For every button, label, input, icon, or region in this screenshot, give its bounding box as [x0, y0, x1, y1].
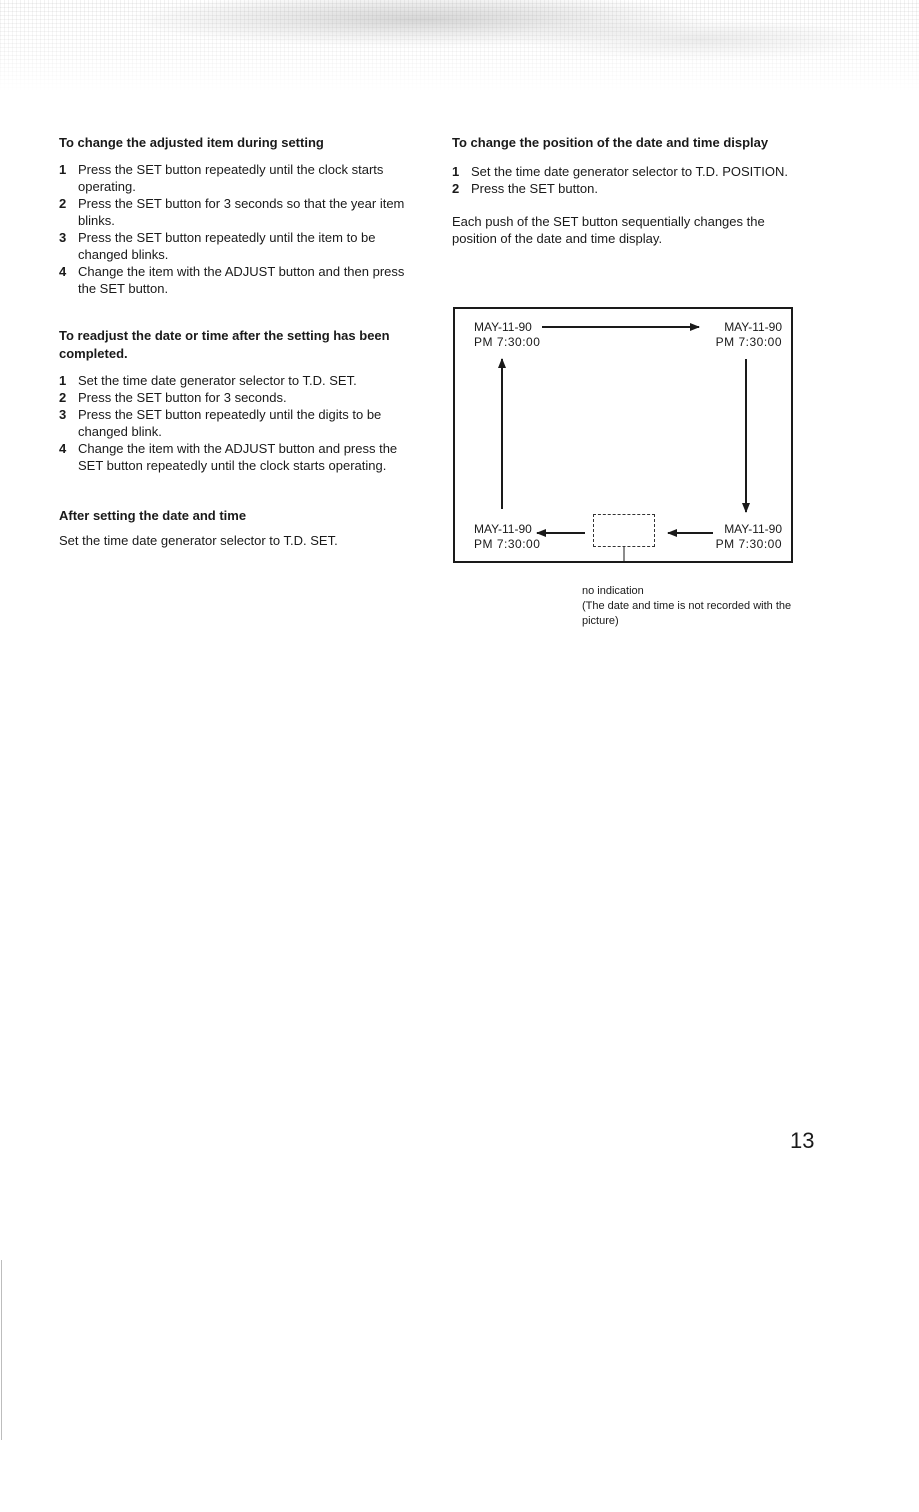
time-text: PM 7:30:00	[474, 537, 541, 551]
section-change-adjusted-item	[59, 134, 409, 297]
step-item	[59, 263, 409, 297]
step-text: Press the SET button for 3 seconds.	[78, 390, 287, 405]
no-indication-caption	[582, 584, 802, 629]
step-text: Press the SET button for 3 seconds so that the year item blinks.	[78, 196, 405, 228]
step-number: 3	[59, 230, 67, 245]
step-list	[452, 163, 797, 197]
section-title: After setting the date and time	[59, 508, 247, 523]
right-column	[452, 134, 797, 247]
section-after-setting	[59, 507, 409, 549]
time-text: PM 7:30:00	[715, 335, 782, 349]
step-item	[59, 440, 409, 474]
step-number: 3	[59, 407, 67, 422]
date-text: MAY-11-90	[474, 522, 532, 536]
step-item	[59, 161, 409, 195]
time-text: PM 7:30:00	[715, 537, 782, 551]
section-title: To readjust the date or time after the setting has been completed.	[59, 328, 390, 361]
position-diagram	[453, 307, 793, 563]
step-text: Press the SET button repeatedly until the digits to be changed blink.	[78, 407, 382, 439]
step-number: 4	[59, 264, 67, 279]
time-text: PM 7:30:00	[474, 335, 541, 349]
section-change-position	[452, 134, 797, 247]
step-item	[59, 195, 409, 229]
display-bottom-left	[474, 522, 540, 552]
scan-noise-header	[0, 0, 919, 92]
date-text: MAY-11-90	[474, 320, 532, 334]
section-paragraph: Each push of the SET button sequentially changes the position of the date and time display.	[452, 214, 765, 246]
step-item	[452, 163, 797, 180]
section-title: To change the adjusted item during setting	[59, 135, 324, 150]
step-number: 1	[59, 162, 67, 177]
display-top-right	[716, 320, 782, 350]
step-text: Press the SET button repeatedly until the clock starts operating.	[78, 162, 384, 194]
step-number: 1	[59, 373, 67, 388]
section-readjust-date-time	[59, 327, 409, 474]
step-item	[59, 389, 409, 406]
caption-line: no indication	[582, 585, 644, 597]
date-text: MAY-11-90	[724, 522, 782, 536]
step-text: Change the item with the ADJUST button and then press the SET button.	[78, 264, 405, 296]
no-indication-box	[593, 514, 655, 547]
step-item	[452, 180, 797, 197]
display-top-left	[474, 320, 540, 350]
step-item	[59, 372, 409, 389]
page-number: 13	[790, 1128, 815, 1153]
step-text: Set the time date generator selector to T.D. POSITION.	[471, 164, 788, 179]
step-number: 1	[452, 164, 460, 179]
step-text: Press the SET button.	[471, 181, 598, 196]
step-number: 2	[59, 390, 67, 405]
margin-rule	[1, 1260, 2, 1440]
step-number: 2	[59, 196, 67, 211]
step-number: 4	[59, 441, 67, 456]
section-text: Set the time date generator selector to T.D. SET.	[59, 533, 338, 548]
section-title: To change the position of the date and time display	[452, 135, 769, 150]
step-item	[59, 229, 409, 263]
left-column	[59, 134, 409, 549]
step-list	[59, 161, 409, 297]
step-number: 2	[452, 181, 460, 196]
caption-line: (The date and time is not recorded with the picture)	[582, 600, 792, 627]
step-list	[59, 372, 409, 474]
step-text: Press the SET button repeatedly until the item to be changed blinks.	[78, 230, 376, 262]
step-text: Change the item with the ADJUST button and press the SET button repeatedly until the clock starts operating.	[78, 441, 398, 473]
date-text: MAY-11-90	[724, 320, 782, 334]
step-item	[59, 406, 409, 440]
display-bottom-right	[716, 522, 782, 552]
step-text: Set the time date generator selector to T.D. SET.	[78, 373, 357, 388]
